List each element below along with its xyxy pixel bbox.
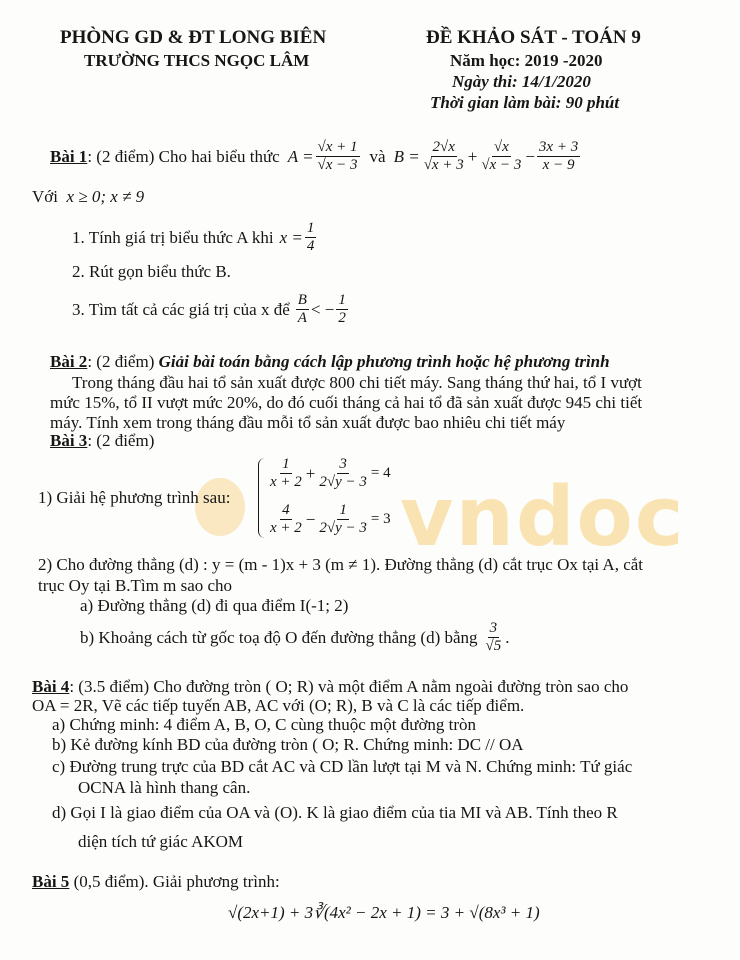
- expr-a-lhs: A =: [287, 146, 314, 166]
- bai1-header: [50, 139, 582, 174]
- and-word: và: [369, 146, 386, 166]
- bai4-item-cont: OCNA là hình thang cân.: [78, 778, 251, 797]
- school-name: TRƯỜNG THCS NGỌC LÂM: [84, 51, 310, 70]
- den: x − 9: [542, 157, 575, 173]
- num: 3: [339, 456, 347, 472]
- system-eq1: [266, 456, 391, 491]
- num: 3: [489, 620, 498, 636]
- q3-rel: < −: [310, 299, 335, 319]
- bai5-equation: √(2x+1) + 3∛(4x² − 2x + 1) = 3 + √(8x³ + 1): [228, 903, 540, 922]
- cond: x ≥ 0; x ≠ 9: [66, 187, 145, 206]
- q1-text: 1. Tính giá trị biểu thức A khi: [72, 227, 274, 247]
- num: 1: [339, 502, 347, 518]
- bai4-header: [32, 677, 628, 697]
- num: 1: [306, 220, 315, 236]
- cond-label: Với: [32, 187, 58, 206]
- bai2-title: Giải bài toán bằng cách lập phương trình hoặc hệ phương trình: [158, 352, 610, 371]
- num: 3x + 3: [538, 139, 579, 155]
- num: 2√x: [432, 139, 455, 155]
- bai5-intro: (0,5 điểm). Giải phương trình:: [69, 872, 280, 891]
- q3-frac: [296, 292, 309, 327]
- den: 4: [306, 238, 315, 254]
- watermark-logo: vndoc: [400, 470, 686, 565]
- den: 2: [338, 310, 346, 326]
- bai3-label: Bài 3: [50, 431, 88, 450]
- bai4-intro: : (3.5 điểm) Cho đường tròn ( O; R) và một điểm A nằm ngoài đường tròn sao cho: [69, 677, 629, 696]
- den: x + 2: [270, 520, 302, 536]
- den: 2√y − 3: [319, 474, 367, 490]
- frac: [268, 456, 304, 491]
- q1-frac: [305, 220, 317, 255]
- den: √x − 3: [317, 157, 358, 173]
- op: +: [467, 146, 478, 166]
- bai3-p1: 1) Giải hệ phương trình sau:: [38, 488, 231, 507]
- bai4-line2: OA = 2R, Vẽ các tiếp tuyến AB, AC với (O; R), B và C là các tiếp điểm.: [32, 696, 525, 715]
- op: +: [305, 463, 316, 483]
- bai1-q2: 2. Rút gọn biểu thức B.: [72, 262, 231, 281]
- den: 2√y − 3: [319, 520, 367, 536]
- num: 1: [282, 456, 290, 472]
- expr-b-term2: [479, 139, 523, 174]
- frac: [484, 620, 504, 655]
- num: 1: [338, 292, 346, 308]
- q3-text: 3. Tìm tất cả các giá trị của x để: [72, 299, 290, 319]
- bai4-label: Bài 4: [32, 677, 70, 696]
- num: 4: [282, 502, 290, 518]
- school-year: Năm học: 2019 -2020: [450, 51, 603, 70]
- bai1-intro: : (2 điểm) Cho hai biểu thức: [87, 146, 280, 166]
- exam-duration: Thời gian làm bài: 90 phút: [430, 93, 620, 112]
- op: −: [525, 146, 535, 166]
- den: √5: [485, 638, 502, 654]
- num: √x + 1: [317, 139, 358, 155]
- bai4-item: c) Đường trung trực của BD cắt AC và CD lần lượt tại M và N. Chứng minh: Tứ giác: [52, 757, 633, 776]
- frac: [268, 502, 304, 537]
- den: x + 2: [270, 474, 302, 490]
- system-brace: [258, 458, 265, 538]
- system-eq2: [266, 502, 391, 537]
- exam-date: Ngày thi: 14/1/2020: [452, 72, 591, 91]
- q3-rfrac: [336, 292, 348, 327]
- expr-b-term1: [422, 139, 466, 174]
- frac: [317, 502, 369, 537]
- bai3-p2-line1: 2) Cho đường thẳng (d) : y = (m - 1)x + 3 (m ≠ 1). Đường thẳng (d) cắt trục Ox tại A, cắt: [38, 555, 644, 574]
- bai4-item: d) Gọi I là giao điểm của OA và (O). K là giao điểm của tia MI và AB. Tính theo R: [52, 803, 618, 822]
- num: B: [297, 292, 307, 308]
- frac: [317, 456, 369, 491]
- expr-b-term3: [537, 139, 580, 174]
- bai1-q1: [72, 220, 318, 255]
- bai2-line: Trong tháng đầu hai tổ sản xuất được 800 chi tiết máy. Sang tháng thứ hai, tổ I vượt: [72, 373, 642, 392]
- expr-b-lhs: B =: [393, 146, 420, 166]
- bai1-condition: [32, 187, 144, 207]
- rhs: = 4: [370, 465, 391, 481]
- bai2-header: [50, 352, 610, 372]
- bai2-label: Bài 2: [50, 352, 88, 371]
- bai1-q3: [72, 292, 350, 327]
- den: A: [297, 310, 307, 326]
- bai3-points: : (2 điểm): [87, 431, 155, 450]
- bai2-line: máy. Tính xem trong tháng đầu mỗi tổ sản xuất được bao nhiêu chi tiết máy: [50, 413, 566, 432]
- rhs: = 3: [370, 511, 391, 527]
- bai3-b: [80, 620, 510, 655]
- bai5-header: [32, 872, 280, 892]
- den: √x − 3: [481, 157, 522, 173]
- period: .: [505, 627, 510, 647]
- bai3-header: [50, 431, 154, 451]
- bai4-item-cont: diện tích tứ giác AKOM: [78, 832, 244, 851]
- dept-name: PHÒNG GD & ĐT LONG BIÊN: [60, 27, 327, 48]
- bai3-a: a) Đường thẳng (d) đi qua điểm I(-1; 2): [80, 596, 349, 615]
- expr-a: [316, 139, 360, 174]
- bai4-item: b) Kẻ đường kính BD của đường tròn ( O; R. Chứng minh: DC // OA: [52, 735, 524, 754]
- q1-lhs: x =: [279, 227, 303, 247]
- op: −: [305, 509, 316, 529]
- bai1-label: Bài 1: [50, 146, 88, 166]
- b-text: b) Khoảng cách từ gốc toạ độ O đến đường thẳng (d) bằng: [80, 627, 478, 647]
- bai2-points: : (2 điểm): [87, 352, 155, 371]
- bai2-line: mức 15%, tổ II vượt mức 20%, do đó cuối tháng cả hai tổ đã sản xuất được 945 chi tiết: [50, 393, 643, 412]
- num: √x: [493, 139, 509, 155]
- bai4-item: a) Chứng minh: 4 điểm A, B, O, C cùng thuộc một đường tròn: [52, 715, 477, 734]
- bai3-p2-line2: trục Oy tại B.Tìm m sao cho: [38, 576, 233, 595]
- exam-title: ĐỀ KHẢO SÁT - TOÁN 9: [426, 27, 641, 48]
- bai5-label: Bài 5: [32, 872, 70, 891]
- den: √x + 3: [423, 157, 464, 173]
